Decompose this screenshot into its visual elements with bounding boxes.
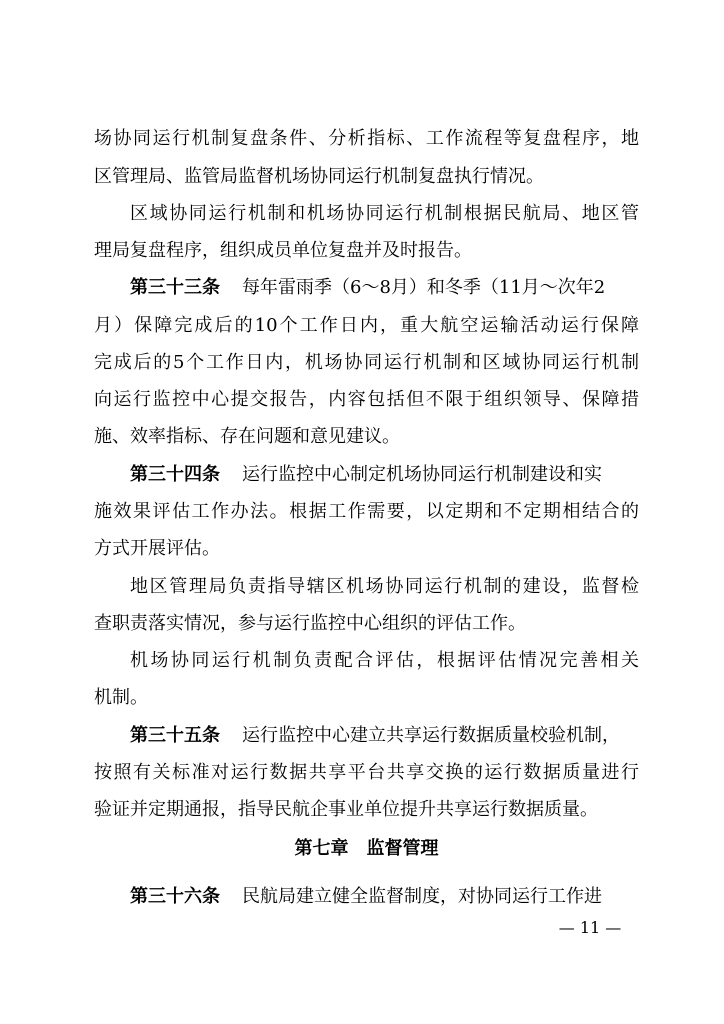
body-line — [94, 422, 639, 452]
body-line — [94, 795, 639, 825]
line-text: 区域协同运行机制和机场协同运行机制根据民航局、地区管 — [130, 203, 639, 224]
article-36-line — [130, 882, 639, 912]
article-33-line — [130, 273, 639, 303]
chapter-title: 第七章 监督管理 — [294, 838, 439, 859]
article-35-line — [130, 721, 639, 751]
line-text: 验证并定期通报，指导民航企事业单位提升共享运行数据质量。 — [94, 799, 598, 820]
line-text: 机制。 — [94, 687, 148, 708]
line-text: 地区管理局负责指导辖区机场协同运行机制的建设，监督检 — [130, 576, 639, 597]
body-line — [94, 348, 639, 378]
article-34-line — [130, 460, 639, 490]
body-line — [94, 534, 639, 564]
line-text: 完成后的5个工作日内，机场协同运行机制和区域协同运行机制 — [94, 352, 639, 373]
page-number: — 11 — — [558, 918, 622, 937]
body-line — [94, 124, 639, 154]
line-text: 施效果评估工作办法。根据工作需要，以定期和不定期相结合的 — [94, 501, 639, 522]
line-text: 查职责落实情况，参与运行监控中心组织的评估工作。 — [94, 613, 526, 634]
body-line — [94, 683, 639, 713]
line-text: 每年雷雨季（6～8月）和冬季（11月～次年2 — [242, 277, 606, 298]
line-text: 施、效率指标、存在问题和意见建议。 — [94, 426, 400, 447]
article-34-heading: 第三十四条 — [130, 464, 220, 485]
body-line — [94, 758, 639, 788]
line-text: 场协同运行机制复盘条件、分析指标、工作流程等复盘程序，地 — [94, 128, 639, 149]
body-line — [130, 199, 639, 229]
body-line — [130, 646, 639, 676]
line-text: 按照有关标准对运行数据共享平台共享交换的运行数据质量进行 — [94, 762, 639, 783]
line-text: 运行监控中心制定机场协同运行机制建设和实 — [242, 464, 602, 485]
body-line — [130, 572, 639, 602]
article-36-heading: 第三十六条 — [130, 886, 220, 907]
line-text: 民航局建立健全监督制度，对协同运行工作进 — [242, 886, 602, 907]
body-line — [94, 311, 639, 341]
line-text: 方式开展评估。 — [94, 538, 220, 559]
article-33-heading: 第三十三条 — [130, 277, 220, 298]
line-text: 机场协同运行机制负责配合评估，根据评估情况完善相关 — [130, 650, 639, 671]
body-line — [94, 497, 639, 527]
line-text: 理局复盘程序，组织成员单位复盘并及时报告。 — [94, 240, 472, 261]
body-line — [94, 609, 639, 639]
body-line — [94, 385, 639, 415]
article-35-heading: 第三十五条 — [130, 725, 220, 746]
line-text: 运行监控中心建立共享运行数据质量校验机制， — [242, 725, 620, 746]
line-text: 区管理局、监管局监督机场协同运行机制复盘执行情况。 — [94, 166, 544, 187]
body-line — [94, 236, 639, 266]
body-line — [94, 162, 639, 192]
line-text: 向运行监控中心提交报告，内容包括但不限于组织领导、保障措 — [94, 389, 639, 410]
line-text: 月）保障完成后的10个工作日内，重大航空运输活动运行保障 — [94, 315, 639, 336]
